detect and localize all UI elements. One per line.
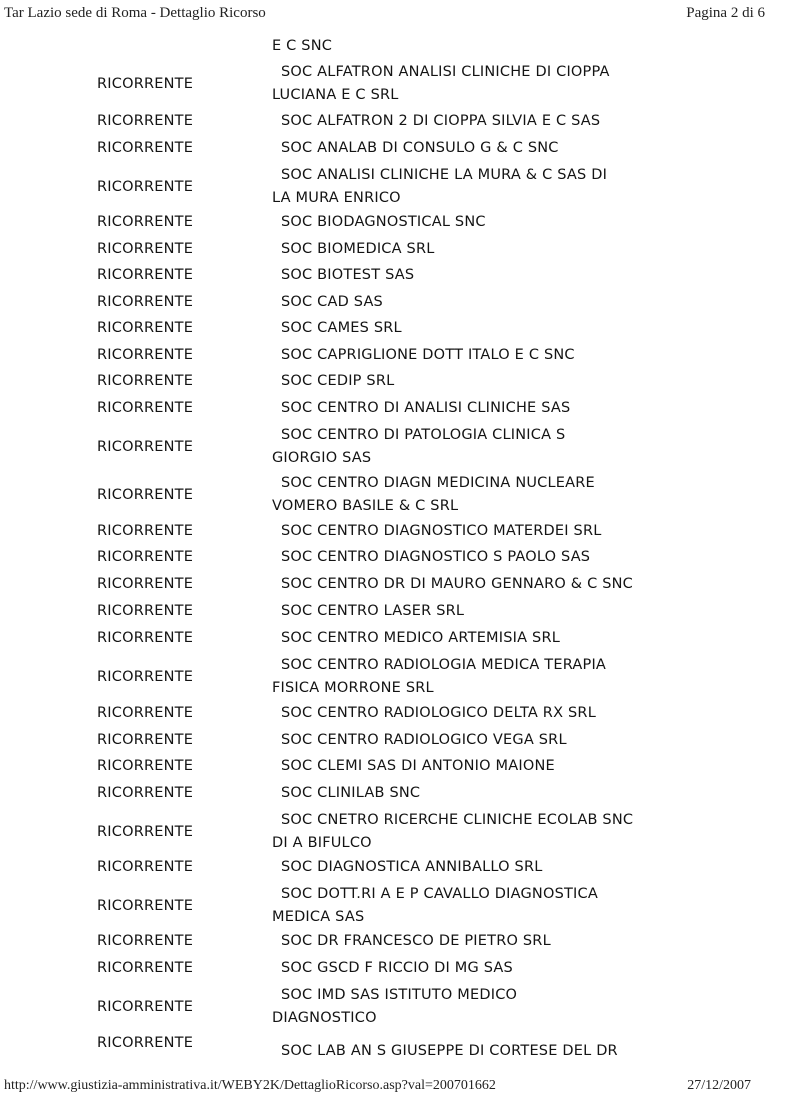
party-name [272,397,752,420]
party-role: RICORRENTE [97,1035,194,1051]
party-role: RICORRENTE [97,267,194,283]
party-name [272,370,752,393]
party-name-line: SOC CLINILAB SNC [281,785,421,801]
party-name [272,729,752,752]
party-name [272,520,752,543]
party-name-line: SOC DR FRANCESCO DE PIETRO SRL [281,933,551,949]
party-name-line: SOC CENTRO DI PATOLOGIA CLINICA S [281,427,566,443]
party-name-line: SOC CAPRIGLIONE DOTT ITALO E C SNC [281,347,575,363]
party-name-line: SOC CENTRO LASER SRL [281,603,465,619]
party-name [272,755,752,778]
party-role: RICORRENTE [97,824,194,840]
party-name-line: DIAGNOSTICO [272,1010,377,1026]
party-name [272,344,752,367]
party-name [272,61,752,107]
party-name [272,957,752,980]
party-role: RICORRENTE [97,999,194,1015]
party-name [272,1040,752,1063]
party-role: RICORRENTE [97,347,194,363]
party-name-line: FISICA MORRONE SRL [272,680,434,696]
party-name [272,654,752,700]
party-name-line: DI A BIFULCO [272,835,372,851]
party-name [272,164,752,210]
party-role: RICORRENTE [97,294,194,310]
party-name [272,424,752,470]
party-role: RICORRENTE [97,603,194,619]
party-name-line: MEDICA SAS [272,909,365,925]
party-name-line: SOC ANALISI CLINICHE LA MURA & C SAS DI [281,167,608,183]
party-role: RICORRENTE [97,732,194,748]
party-role: RICORRENTE [97,113,194,129]
party-role: RICORRENTE [97,320,194,336]
party-name-line: SOC CENTRO RADIOLOGICO DELTA RX SRL [281,705,596,721]
party-role: RICORRENTE [97,439,194,455]
party-name [272,573,752,596]
party-role: RICORRENTE [97,758,194,774]
party-name-line: SOC CENTRO RADIOLOGICO VEGA SRL [281,732,567,748]
party-name-line: SOC CENTRO DIAGNOSTICO MATERDEI SRL [281,523,602,539]
page-number: Pagina 2 di 6 [686,5,765,21]
party-role: RICORRENTE [97,669,194,685]
party-role: RICORRENTE [97,214,194,230]
party-name-line: SOC CENTRO DR DI MAURO GENNARO & C SNC [281,576,634,592]
party-role: RICORRENTE [97,523,194,539]
party-role: RICORRENTE [97,241,194,257]
party-name-line: GIORGIO SAS [272,450,372,466]
party-name [272,883,752,929]
party-name [272,809,752,855]
party-name-line: SOC CENTRO RADIOLOGIA MEDICA TERAPIA [281,657,607,673]
party-name-line: SOC CENTRO DI ANALISI CLINICHE SAS [281,400,571,416]
party-name-line: SOC ALFATRON ANALISI CLINICHE DI CIOPPA [281,64,610,80]
party-name-line: VOMERO BASILE & C SRL [272,498,459,514]
party-name-line: SOC CAMES SRL [281,320,402,336]
party-name [272,930,752,953]
party-name-line: SOC CLEMI SAS DI ANTONIO MAIONE [281,758,555,774]
footer-url: http://www.giustizia-amministrativa.it/WEBY2K/DettaglioRicorso.asp?val=200701662 [4,1078,496,1093]
party-role: RICORRENTE [97,400,194,416]
party-name-line: SOC CAD SAS [281,294,383,310]
party-name [272,211,752,234]
continuation-text [272,35,752,58]
footer-date: 27/12/2007 [687,1078,751,1093]
party-role: RICORRENTE [97,960,194,976]
page-header-title: Tar Lazio sede di Roma - Dettaglio Ricorso [4,5,266,21]
party-name-line: SOC CEDIP SRL [281,373,395,389]
party-name-line: E C SNC [272,38,333,54]
party-role: RICORRENTE [97,549,194,565]
party-name-line: SOC BIOTEST SAS [281,267,415,283]
party-name [272,627,752,650]
party-role: RICORRENTE [97,933,194,949]
party-name [272,984,752,1030]
party-name-line: SOC CENTRO MEDICO ARTEMISIA SRL [281,630,561,646]
party-role: RICORRENTE [97,487,194,503]
party-name-line: SOC CENTRO DIAGNOSTICO S PAOLO SAS [281,549,591,565]
party-name-line: SOC DOTT.RI A E P CAVALLO DIAGNOSTICA [281,886,598,902]
party-name-line: SOC BIODAGNOSTICAL SNC [281,214,486,230]
party-name [272,546,752,569]
party-name-line: SOC CNETRO RICERCHE CLINICHE ECOLAB SNC [281,812,634,828]
party-name [272,472,752,518]
party-name-line: SOC ALFATRON 2 DI CIOPPA SILVIA E C SAS [281,113,601,129]
party-name-line: SOC GSCD F RICCIO DI MG SAS [281,960,513,976]
party-name [272,264,752,287]
party-name [272,782,752,805]
party-name-line: SOC LAB AN S GIUSEPPE DI CORTESE DEL DR [281,1043,618,1059]
party-role: RICORRENTE [97,76,194,92]
party-role: RICORRENTE [97,859,194,875]
party-name [272,110,752,133]
party-name-line: SOC DIAGNOSTICA ANNIBALLO SRL [281,859,543,875]
party-name [272,702,752,725]
party-role: RICORRENTE [97,630,194,646]
party-name-line: LA MURA ENRICO [272,190,401,206]
party-role: RICORRENTE [97,785,194,801]
party-name [272,137,752,160]
party-name [272,600,752,623]
party-name-line: LUCIANA E C SRL [272,87,399,103]
party-role: RICORRENTE [97,373,194,389]
party-name [272,238,752,261]
party-name-line: SOC ANALAB DI CONSULO G & C SNC [281,140,559,156]
party-role: RICORRENTE [97,576,194,592]
party-name [272,291,752,314]
party-role: RICORRENTE [97,140,194,156]
party-role: RICORRENTE [97,705,194,721]
party-role: RICORRENTE [97,898,194,914]
party-name [272,856,752,879]
party-name-line: SOC BIOMEDICA SRL [281,241,435,257]
party-name-line: SOC CENTRO DIAGN MEDICINA NUCLEARE [281,475,595,491]
party-role: RICORRENTE [97,179,194,195]
party-name-line: SOC IMD SAS ISTITUTO MEDICO [281,987,518,1003]
party-name [272,317,752,340]
